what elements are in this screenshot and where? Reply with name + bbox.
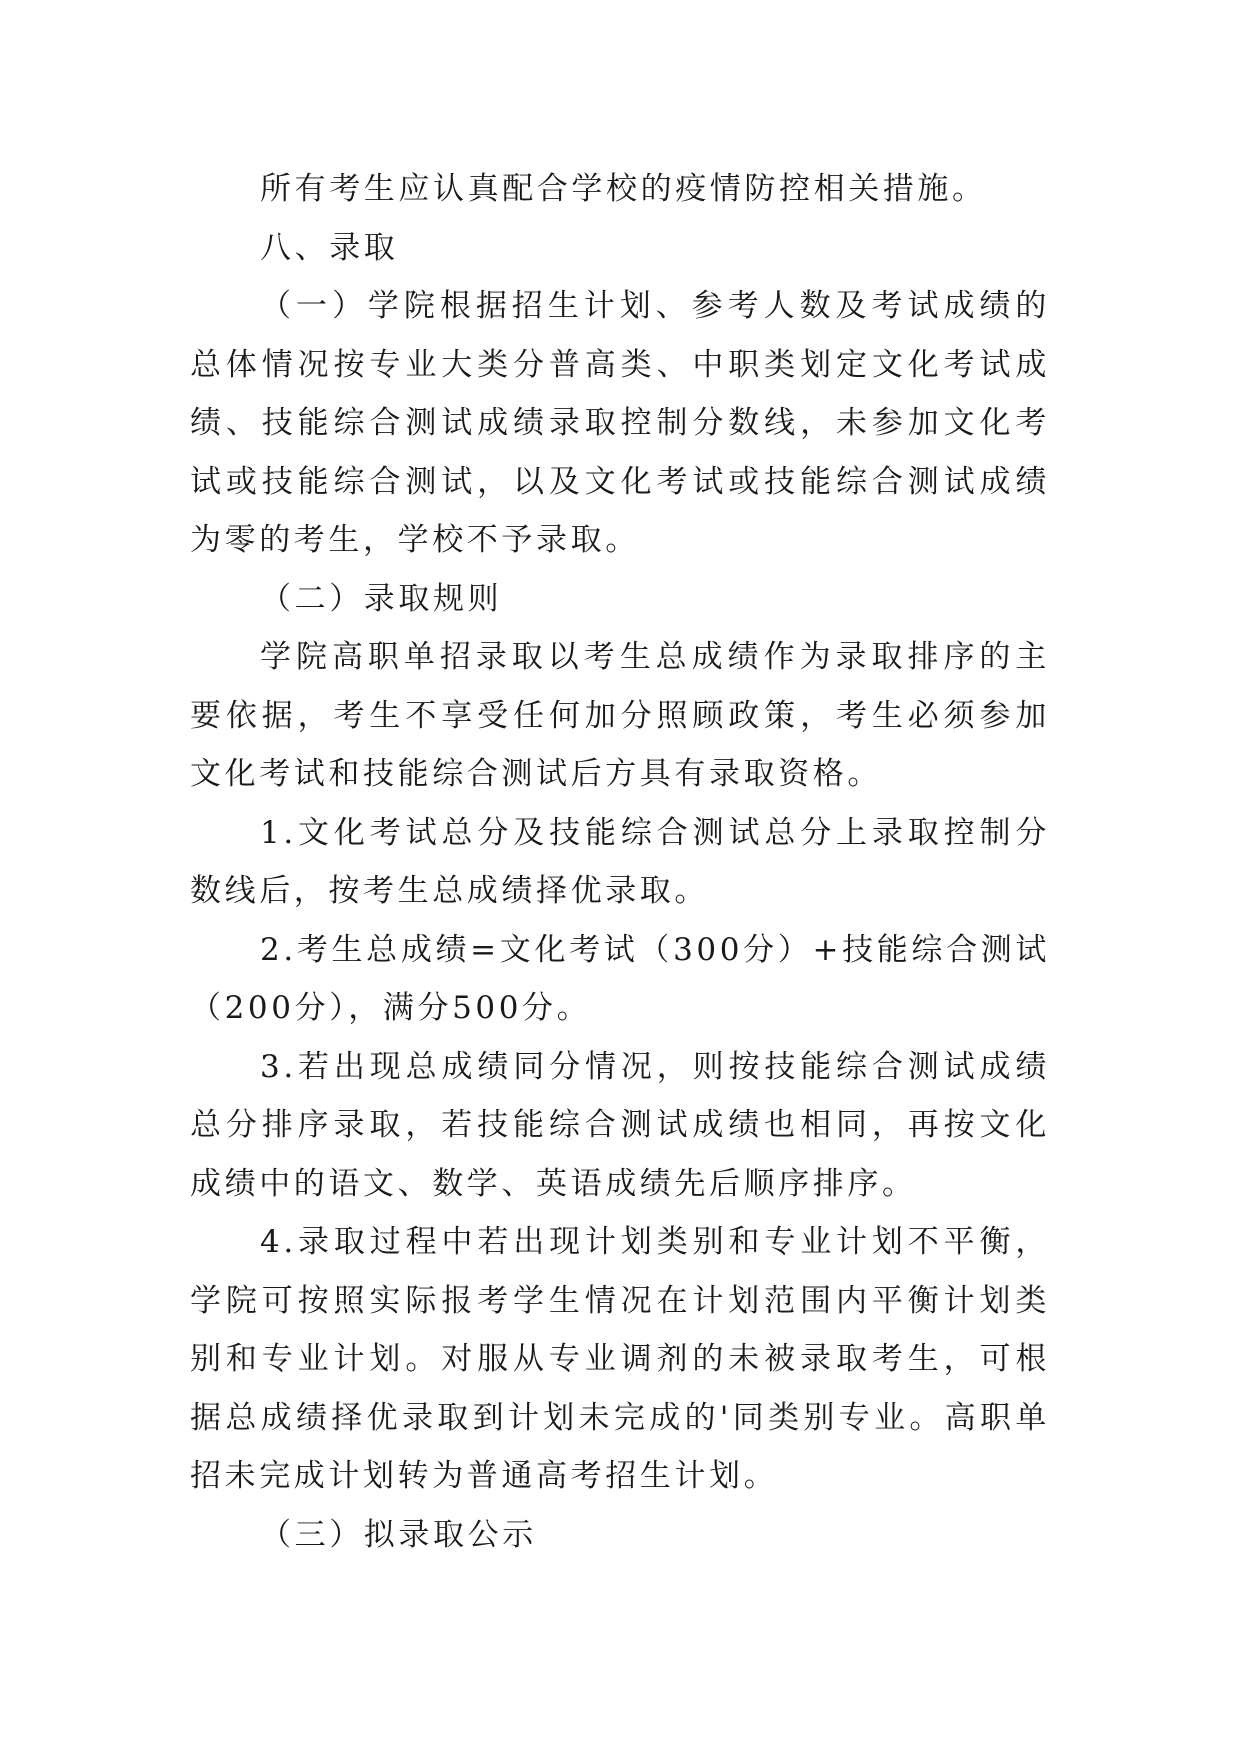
- text-column: [190, 160, 1050, 1564]
- paragraph-admission-cutoff: （一）学院根据招生计划、参考人数及考试成绩的总体情况按专业大类分普高类、中职类划定文化考试成绩、技能综合测试成绩录取控制分数线，未参加文化考试或技能综合测试，以及文化考试或技能综合测试成绩为零的考生，学校不予录取。: [190, 288, 1050, 558]
- section-heading-admission: 八、录取: [260, 229, 399, 266]
- subheading-admission-publicity: （三）拟录取公示: [260, 1516, 537, 1553]
- paragraph-epidemic-measures: 所有考生应认真配合学校的疫情防控相关措施。: [260, 171, 987, 207]
- rule-item-2: 2.考生总成绩=文化考试（300分）+技能综合测试（200分），满分500分。: [190, 931, 1050, 1026]
- subheading-admission-rules: （二）录取规则: [260, 580, 503, 617]
- rule-item-1: 1.文化考试总分及技能综合测试总分上录取控制分数线后，按考生总成绩择优录取。: [190, 814, 1050, 909]
- rule-item-4: 4.录取过程中若出现计划类别和专业计划不平衡，学院可按照实际报考学生情况在计划范围内平衡计划类别和专业计划。对服从专业调剂的未被录取考生，可根据总成绩择优录取到计划未完成的'同类别专业。高职单招未完成计划转为普通高考招生计划。: [190, 1224, 1050, 1494]
- rule-item-3: 3.若出现总成绩同分情况，则按技能综合测试成绩总分排序录取，若技能综合测试成绩也相同，再按文化成绩中的语文、数学、英语成绩先后顺序排序。: [190, 1048, 1050, 1202]
- paragraph-admission-basis: 学院高职单招录取以考生总成绩作为录取排序的主要依据，考生不享受任何加分照顾政策，考生必须参加文化考试和技能综合测试后方具有录取资格。: [190, 639, 1050, 792]
